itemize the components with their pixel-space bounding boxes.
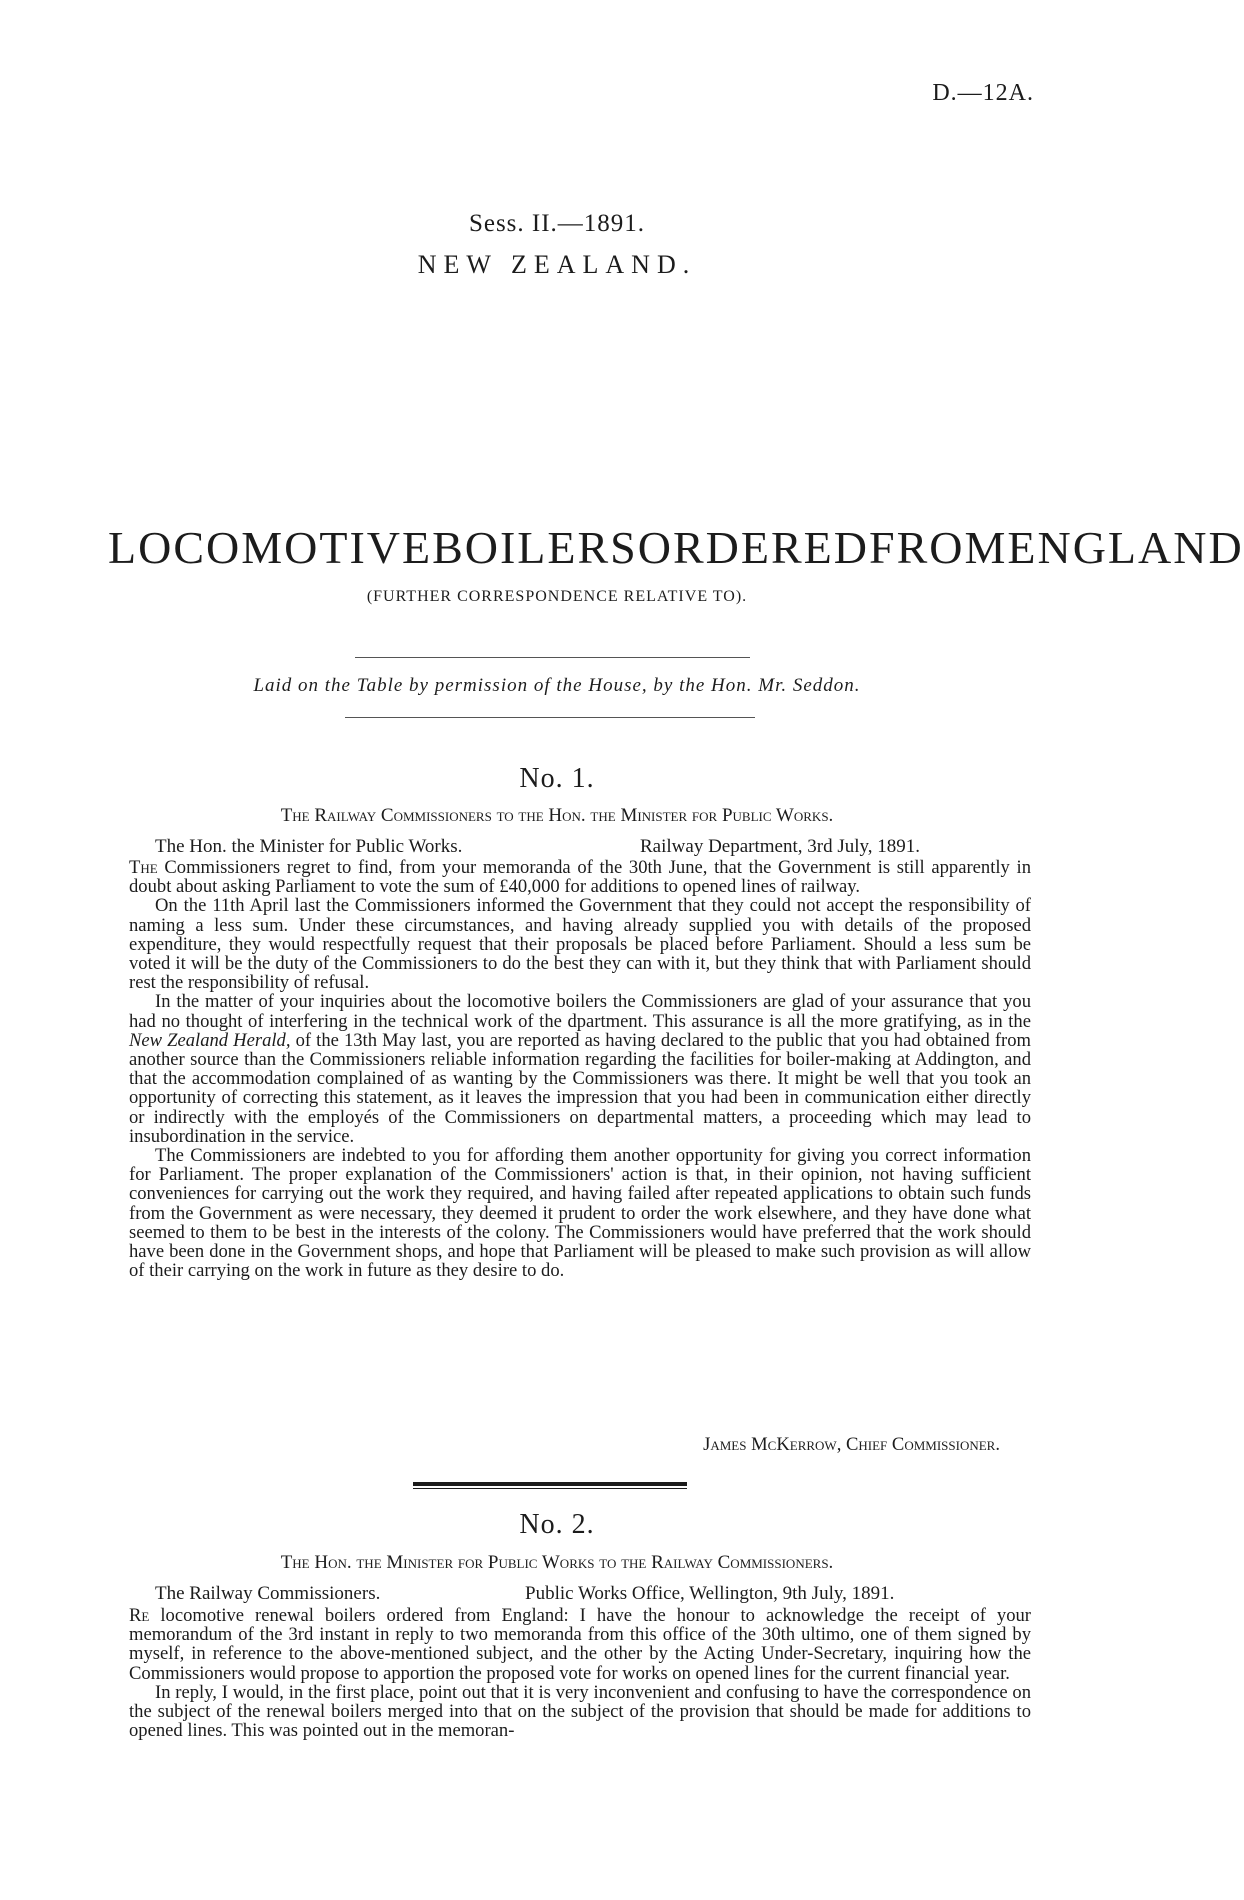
letter-1-paragraph <box>129 896 1031 992</box>
session-line: Sess. II.—1891. <box>468 210 646 237</box>
letter-2-paragraph <box>129 1683 1031 1741</box>
paragraph-text: Commissioners regret to find, from your memoranda of the 30th June, that the Government is still apparently in doubt about asking Parliament to vote the sum of £40,000 for additions to opened lines of railway. <box>129 857 1031 898</box>
letter-2-body <box>129 1606 1031 1740</box>
letter-1-place-date: Railway Department, 3rd July, 1891. <box>640 836 921 857</box>
letter-1-heading: The Railway Commissioners to the Hon. the Minister for Public Works. <box>280 805 834 826</box>
laid-on-table-line: Laid on the Table by permission of the House, by the Hon. Mr. Seddon. <box>253 675 861 696</box>
letter-1-paragraph <box>129 1146 1031 1280</box>
section-divider <box>413 1482 687 1486</box>
country-line: NEW ZEALAND. <box>417 250 697 279</box>
divider-rule <box>355 657 750 658</box>
title-word: LOCOMOTIVE <box>108 522 433 573</box>
letter-1-addressee: The Hon. the Minister for Public Works. <box>155 836 463 857</box>
letter-2-place-date: Public Works Office, Wellington, 9th July, 1891. <box>525 1583 895 1604</box>
letter-1-number: No. 1. <box>519 763 595 794</box>
paragraph-text: In reply, I would, in the first place, point out that it is very inconvenient and confusing to have the correspondence on the subject of the renewal boilers merged into that on the subject of the provision that should be made for additions to opened lines. This was pointed out in the memoran- <box>129 1681 1031 1742</box>
paragraph-text: In the matter of your inquiries about the locomotive boilers the Commissioners are glad of your assurance that you had no thought of interfering in the technical work of the dpartment. This assurance is all the more gratifying, as in the <box>129 991 1031 1032</box>
title-word: BOILERS <box>432 522 638 573</box>
title-word: ORDERED <box>637 522 869 573</box>
letter-1-paragraph <box>129 992 1031 1146</box>
letter-1-signature: James McKerrow, Chief Commissioner. <box>703 1434 1000 1455</box>
title-word: ENGLAND <box>1007 522 1244 573</box>
opening-word: Re <box>129 1605 150 1626</box>
document-subtitle: (FURTHER CORRESPONDENCE RELATIVE TO). <box>366 588 748 605</box>
document-reference: D.—12A. <box>932 80 1034 106</box>
paragraph-text: On the 11th April last the Commissioners informed the Government that they could not accept the responsibility of naming a less sum. Under these circumstances, and having already supplied you with details of the proposed expenditure, they would respectfully request that their proposals be placed before Parliament. Should a less sum be voted it will be the duty of the Commissioners to do the best they can with it, but they think that with Parliament should rest the responsibility of refusal. <box>129 895 1031 994</box>
title-word: FROM <box>869 522 1008 573</box>
paragraph-text: of the 13th May last, you are reported as having declared to the public that you had obtained from another source than the Commissioners reliable information regarding the facilities for boiler-making at Addington, and that the accommodation complained of as wanting by the Commissioners was there. It might be well that you took an opportunity of correcting this statement, as it leaves the impression that you had been in communication either directly or indirectly with the employés of the Commissioners on departmental matters, a proceeding which may lead to insubordination in the service. <box>129 1029 1031 1147</box>
opening-word: The <box>129 857 158 878</box>
letter-1-body <box>129 858 1031 1280</box>
letter-2-number: No. 2. <box>519 1509 595 1540</box>
letter-2-paragraph <box>129 1606 1031 1683</box>
document-title <box>108 522 1244 573</box>
section-divider <box>413 1488 687 1489</box>
divider-rule <box>345 717 755 718</box>
letter-2-addressee: The Railway Commissioners. <box>155 1583 381 1604</box>
letter-2-address-line <box>155 1583 1000 1605</box>
letter-2-heading: The Hon. the Minister for Public Works to the Railway Commissioners. <box>280 1552 834 1573</box>
paragraph-text: locomotive renewal boilers ordered from England: I have the honour to acknowledge the receipt of your memorandum of the 3rd instant in reply to two memoranda from this office of the 30th ultimo, one of them signed by myself, in reference to the above-mentioned subject, and the other by the Acting Under-Secretary, inquiring how the Commissioners would propose to apportion the proposed vote for works on opened lines for the current financial year. <box>129 1605 1031 1684</box>
paragraph-text: The Commissioners are indebted to you for affording them another opportunity for giving you correct information for Parliament. The proper explanation of the Commissioners' action is that, in their opinion, not having sufficient conveniences for carrying out the work they required, and having failed after repeated applications to obtain such funds from the Government as were necessary, they deemed it prudent to order the work elsewhere, and they have done what seemed to them to be best in the interests of the colony. The Commissioners would have preferred that the work should have been done in the Government shops, and hope that Parliament will be pleased to make such provision as will allow of their carrying on the work in future as they desire to do. <box>129 1145 1031 1282</box>
newspaper-title: New Zealand Herald, <box>129 1029 291 1051</box>
letter-1-address-line <box>155 836 1000 858</box>
letter-1-paragraph <box>129 858 1031 896</box>
